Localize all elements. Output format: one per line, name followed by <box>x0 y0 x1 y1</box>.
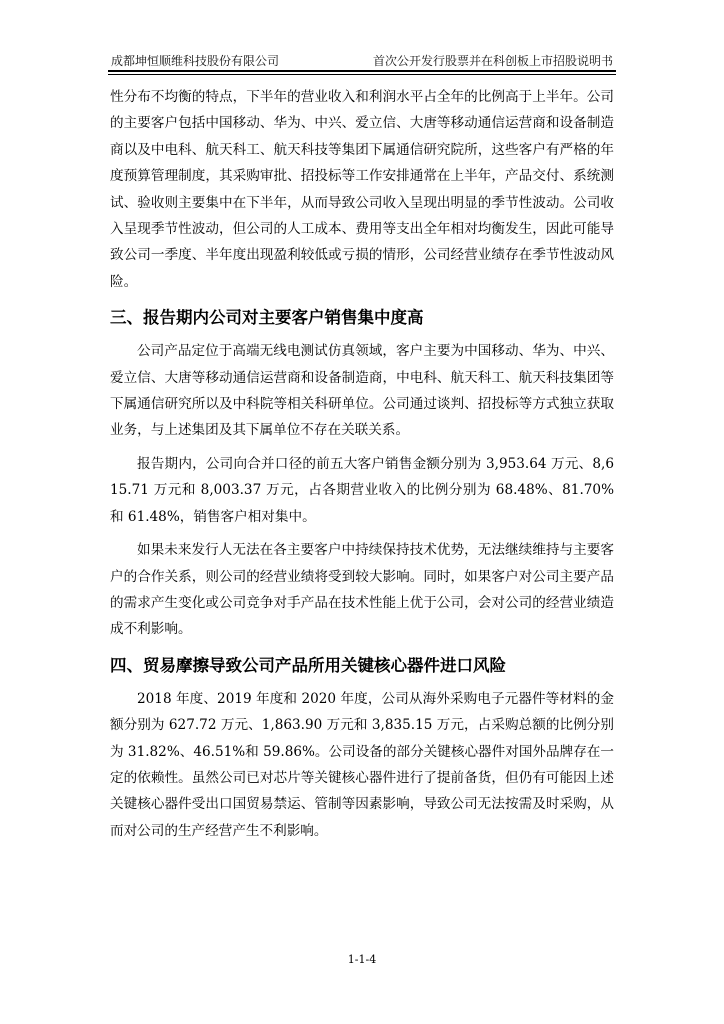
page-number: 1-1-4 <box>347 953 377 966</box>
page-body <box>110 84 614 844</box>
header-rule <box>108 70 616 72</box>
paragraph-customer-positioning: 公司产品定位于高端无线电测试仿真领域，客户主要为中国移动、华为、中兴、爱立信、大唐等移动通信运营商和设备制造商，中电科、航天科工、航天科技集团等下属通信研究所以及中科院等相关科研单位。公司通过谈判、招投标等方式独立获取业务，与上述集团及其下属单位不存在关联关系。 <box>110 343 614 439</box>
paragraph-seasonality: 性分布不均衡的特点，下半年的营业收入和利润水平占全年的比例高于上半年。公司的主要客户包括中国移动、华为、中兴、爱立信、大唐等移动通信运营商和设备制造商以及中电科、航天科工、航天科技等集团下属通信研究院所，这些客户有严格的年度预算管理制度，其采购审批、招投标等工作安排通常在上半年，产品交付、系统测试、验收则主要集中在下半年，从而导致公司收入呈现出明显的季节性波动。公司收入呈现季节性波动，但公司的人工成本、费用等支出全年相对均衡发生，因此可能导致公司一季度、半年度出现盈利较低或亏损的情形，公司经营业绩存在季节性波动风险。 <box>110 89 614 290</box>
header-rule-thin <box>108 74 616 75</box>
header-company-name: 成都坤恒顺维科技股份有限公司 <box>111 54 280 68</box>
page-header <box>108 50 616 70</box>
paragraph-customer-risk: 如果未来发行人无法在各主要客户中持续保持技术优势，无法继续维持与主要客户的合作关系，则公司的经营业绩将受到较大影响。同时，如果客户对公司主要产品的需求产生变化或公司竞争对手产品在技术性能上优于公司，会对公司的经营业绩造成不利影响。 <box>110 542 614 638</box>
header-document-title: 首次公开发行股票并在科创板上市招股说明书 <box>372 54 613 68</box>
paragraph-import-risk: 2018 年度、2019 年度和 2020 年度，公司从海外采购电子元器件等材料的金额分别为 627.72 万元、1,863.90 万元和 3,835.15 万元，占采购总额的比例分别为 31.82%、46.51%和 59.86%。公司设备的部分关键核心器件对国外品牌存在一定的依赖性。虽然公司已对芯片等关键核心器件进行了提前备货，但仍有可能因上述关键核心器件受出口国贸易禁运、管制等因素影响，导致公司无法按需及时采购，从而对公司的生产经营产生不利影响。 <box>110 690 614 839</box>
paragraph-top-five-customers: 报告期内，公司向合并口径的前五大客户销售金额分别为 3,953.64 万元、8,615.71 万元和 8,003.37 万元，占各期营业收入的比例分别为 68.48%、81.70%和 61.48%，销售客户相对集中。 <box>110 455 614 525</box>
section-heading-trade-friction: 四、贸易摩擦导致公司产品所用关键核心器件进口风险 <box>110 655 506 675</box>
section-heading-customer-concentration: 三、报告期内公司对主要客户销售集中度高 <box>110 308 424 328</box>
